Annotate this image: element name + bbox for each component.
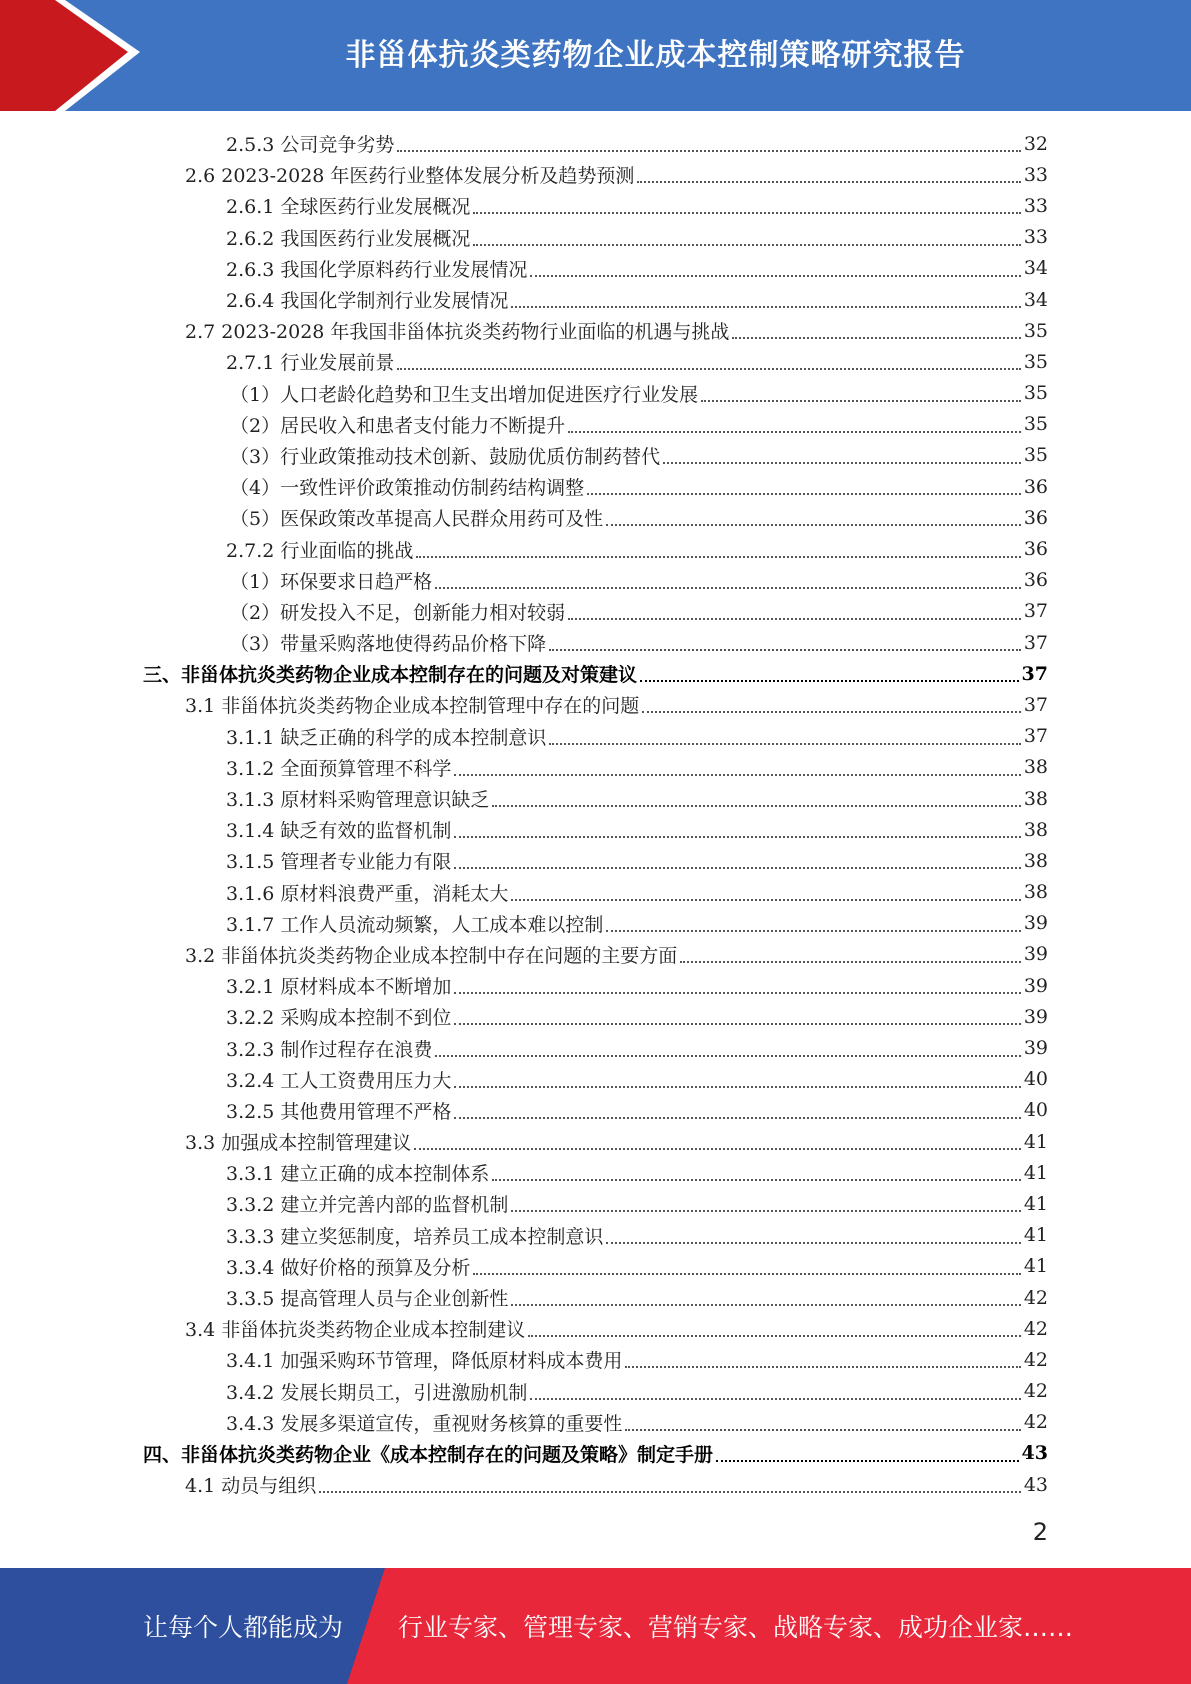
toc-dot-leader bbox=[530, 274, 1020, 277]
toc-dot-leader bbox=[454, 835, 1020, 838]
toc-entry-title: 3.1.3 原材料采购管理意识缺乏 bbox=[226, 789, 490, 812]
toc-entry-page: 35 bbox=[1023, 413, 1048, 436]
page-header bbox=[0, 0, 1191, 111]
toc-dot-leader bbox=[511, 305, 1020, 308]
toc-dot-leader bbox=[319, 1490, 1021, 1493]
toc-entry-page: 38 bbox=[1023, 849, 1048, 872]
toc-entry[interactable] bbox=[0, 533, 1191, 564]
toc-entry-page: 36 bbox=[1023, 506, 1048, 529]
toc-entry-title: 3.4.3 发展多渠道宣传，重视财务核算的重要性 bbox=[226, 1412, 623, 1435]
toc-dot-leader bbox=[606, 1241, 1020, 1244]
page-footer bbox=[0, 1568, 1191, 1684]
toc-dot-leader bbox=[663, 461, 1021, 464]
toc-entry-title: 2.6.3 我国化学原料药行业发展情况 bbox=[226, 258, 528, 281]
toc-entry[interactable] bbox=[0, 253, 1191, 284]
toc-dot-leader bbox=[549, 742, 1020, 745]
toc-dot-leader bbox=[454, 1022, 1020, 1025]
toc-entry-title: 2.7.2 行业面临的挑战 bbox=[226, 539, 414, 562]
toc-entry[interactable] bbox=[0, 1313, 1191, 1344]
toc-entry[interactable] bbox=[0, 1282, 1191, 1313]
toc-entry-page: 33 bbox=[1023, 194, 1048, 217]
toc-entry-title: 3.3.2 建立并完善内部的监督机制 bbox=[226, 1194, 509, 1217]
toc-entry-page: 35 bbox=[1023, 382, 1048, 405]
toc-dot-leader bbox=[640, 679, 1019, 682]
toc-dot-leader bbox=[625, 1365, 1020, 1368]
toc-entry[interactable] bbox=[0, 1001, 1191, 1032]
toc-dot-leader bbox=[454, 1116, 1020, 1119]
toc-entry[interactable] bbox=[0, 627, 1191, 658]
toc-entry-page: 35 bbox=[1023, 444, 1048, 467]
toc-entry-page: 41 bbox=[1023, 1192, 1048, 1215]
chevron-arrow-icon bbox=[0, 0, 160, 111]
toc-entry-title: 2.6.2 我国医药行业发展概况 bbox=[226, 227, 471, 250]
toc-entry-title: 2.6.4 我国化学制剂行业发展情况 bbox=[226, 290, 509, 313]
toc-dot-leader bbox=[492, 1178, 1020, 1181]
toc-dot-leader bbox=[701, 399, 1021, 402]
toc-entry-title: （5）医保政策改革提高人民群众用药可及性 bbox=[230, 508, 604, 531]
toc-entry-page: 36 bbox=[1023, 569, 1048, 592]
toc-entry-title: （2）居民收入和患者支付能力不断提升 bbox=[230, 414, 566, 437]
toc-entry-page: 34 bbox=[1023, 288, 1048, 311]
toc-entry[interactable] bbox=[0, 346, 1191, 377]
toc-entry[interactable] bbox=[0, 658, 1191, 689]
toc-entry-page: 41 bbox=[1023, 1161, 1048, 1184]
toc-entry-title: 3.1.6 原材料浪费严重，消耗太大 bbox=[226, 882, 509, 905]
toc-entry-title: 3.3 加强成本控制管理建议 bbox=[185, 1132, 412, 1155]
toc-entry-title: 2.6.1 全球医药行业发展概况 bbox=[226, 196, 471, 219]
toc-dot-leader bbox=[716, 1459, 1019, 1462]
toc-entry-page: 37 bbox=[1023, 631, 1048, 654]
toc-entry-page: 33 bbox=[1023, 163, 1048, 186]
toc-entry-page: 39 bbox=[1023, 974, 1048, 997]
toc-dot-leader bbox=[606, 523, 1021, 526]
toc-entry[interactable] bbox=[0, 440, 1191, 471]
toc-entry-title: （3）行业政策推动技术创新、鼓励优质仿制药替代 bbox=[230, 445, 661, 468]
toc-entry[interactable] bbox=[0, 502, 1191, 533]
toc-entry[interactable] bbox=[0, 752, 1191, 783]
toc-entry-page: 35 bbox=[1023, 319, 1048, 342]
toc-dot-leader bbox=[454, 866, 1020, 869]
toc-entry-title: 3.3.1 建立正确的成本控制体系 bbox=[226, 1163, 490, 1186]
toc-dot-leader bbox=[511, 1209, 1020, 1212]
toc-entry[interactable] bbox=[0, 222, 1191, 253]
toc-dot-leader bbox=[568, 430, 1021, 433]
toc-entry[interactable] bbox=[0, 471, 1191, 502]
toc-entry[interactable] bbox=[0, 128, 1191, 159]
report-title: 非甾体抗炎类药物企业成本控制策略研究报告 bbox=[345, 38, 966, 73]
toc-dot-leader bbox=[549, 648, 1021, 651]
toc-entry-title: 2.6 2023-2028 年医药行业整体发展分析及趋势预测 bbox=[185, 165, 635, 188]
toc-entry-title: 2.7.1 行业发展前景 bbox=[226, 352, 395, 375]
toc-entry[interactable] bbox=[0, 1438, 1191, 1469]
toc-entry[interactable] bbox=[0, 378, 1191, 409]
toc-dot-leader bbox=[416, 555, 1020, 558]
toc-dot-leader bbox=[587, 492, 1021, 495]
toc-dot-leader bbox=[680, 960, 1021, 963]
toc-entry-page: 43 bbox=[1021, 1442, 1048, 1465]
table-of-contents bbox=[0, 128, 1191, 1500]
toc-entry[interactable] bbox=[0, 284, 1191, 315]
toc-entry-page: 42 bbox=[1023, 1348, 1048, 1371]
toc-entry[interactable] bbox=[0, 1220, 1191, 1251]
toc-entry-page: 42 bbox=[1023, 1411, 1048, 1434]
toc-entry-page: 37 bbox=[1023, 725, 1048, 748]
toc-entry[interactable] bbox=[0, 845, 1191, 876]
toc-entry[interactable] bbox=[0, 1064, 1191, 1095]
toc-entry-page: 41 bbox=[1023, 1224, 1048, 1247]
toc-entry-page: 33 bbox=[1023, 226, 1048, 249]
toc-entry-title: 3.4 非甾体抗炎类药物企业成本控制建议 bbox=[185, 1319, 526, 1342]
toc-entry-page: 39 bbox=[1023, 943, 1048, 966]
toc-entry[interactable] bbox=[0, 1095, 1191, 1126]
toc-entry-page: 32 bbox=[1023, 132, 1048, 155]
toc-entry-title: 3.2.1 原材料成本不断增加 bbox=[226, 976, 452, 999]
toc-entry[interactable] bbox=[0, 1251, 1191, 1282]
toc-entry-title: 3.1.1 缺乏正确的科学的成本控制意识 bbox=[226, 726, 547, 749]
toc-dot-leader bbox=[606, 929, 1020, 932]
toc-dot-leader bbox=[492, 804, 1020, 807]
toc-entry-page: 35 bbox=[1023, 350, 1048, 373]
toc-entry-page: 42 bbox=[1023, 1286, 1048, 1309]
toc-entry-page: 37 bbox=[1021, 662, 1048, 685]
toc-entry[interactable] bbox=[0, 596, 1191, 627]
toc-entry-title: 3.1.4 缺乏有效的监督机制 bbox=[226, 820, 452, 843]
toc-dot-leader bbox=[473, 1272, 1020, 1275]
toc-dot-leader bbox=[568, 617, 1021, 620]
toc-entry-page: 39 bbox=[1023, 912, 1048, 935]
toc-dot-leader bbox=[732, 336, 1020, 339]
footer-slogan-right: 行业专家、管理专家、营销专家、战略专家、成功企业家…… bbox=[398, 1613, 1074, 1642]
toc-entry[interactable] bbox=[0, 1188, 1191, 1219]
toc-entry-page: 39 bbox=[1023, 1005, 1048, 1028]
toc-entry-title: 3.3.4 做好价格的预算及分析 bbox=[226, 1256, 471, 1279]
toc-entry[interactable] bbox=[0, 939, 1191, 970]
toc-entry-title: 三、非甾体抗炎类药物企业成本控制存在的问题及对策建议 bbox=[143, 664, 638, 687]
toc-dot-leader bbox=[435, 1054, 1020, 1057]
footer-slogan-left: 让每个人都能成为 bbox=[143, 1613, 344, 1642]
toc-dot-leader bbox=[397, 149, 1020, 152]
toc-entry[interactable] bbox=[0, 783, 1191, 814]
toc-entry-page: 39 bbox=[1023, 1037, 1048, 1060]
toc-entry-page: 38 bbox=[1023, 881, 1048, 904]
toc-entry-title: 3.2.3 制作过程存在浪费 bbox=[226, 1038, 433, 1061]
toc-entry-title: （2）研发投入不足，创新能力相对较弱 bbox=[230, 601, 566, 624]
toc-entry-page: 37 bbox=[1023, 600, 1048, 623]
toc-entry-page: 40 bbox=[1023, 1068, 1048, 1091]
toc-entry-page: 43 bbox=[1023, 1473, 1048, 1496]
toc-entry-title: （1）环保要求日趋严格 bbox=[230, 570, 433, 593]
toc-dot-leader bbox=[473, 211, 1020, 214]
toc-entry-title: 2.7 2023-2028 年我国非甾体抗炎类药物行业面临的机遇与挑战 bbox=[185, 321, 730, 344]
toc-entry[interactable] bbox=[0, 1469, 1191, 1500]
toc-entry-page: 41 bbox=[1023, 1130, 1048, 1153]
toc-dot-leader bbox=[454, 991, 1020, 994]
toc-entry[interactable] bbox=[0, 1407, 1191, 1438]
toc-entry[interactable] bbox=[0, 190, 1191, 221]
toc-entry-title: （4）一致性评价政策推动仿制药结构调整 bbox=[230, 477, 585, 500]
toc-entry[interactable] bbox=[0, 689, 1191, 720]
toc-entry-title: 3.2 非甾体抗炎类药物企业成本控制中存在问题的主要方面 bbox=[185, 944, 678, 967]
toc-entry-title: 3.3.5 提高管理人员与企业创新性 bbox=[226, 1288, 509, 1311]
toc-entry-title: 4.1 动员与组织 bbox=[185, 1475, 317, 1498]
toc-entry-page: 36 bbox=[1023, 538, 1048, 561]
toc-dot-leader bbox=[397, 367, 1020, 370]
toc-dot-leader bbox=[642, 710, 1021, 713]
toc-entry[interactable] bbox=[0, 159, 1191, 190]
toc-entry-title: （3）带量采购落地使得药品价格下降 bbox=[230, 633, 547, 656]
toc-dot-leader bbox=[473, 243, 1020, 246]
toc-entry-page: 42 bbox=[1023, 1317, 1048, 1340]
toc-entry-title: 3.2.4 工人工资费用压力大 bbox=[226, 1069, 452, 1092]
toc-dot-leader bbox=[454, 1085, 1020, 1088]
toc-entry-title: 3.2.5 其他费用管理不严格 bbox=[226, 1100, 452, 1123]
toc-entry-page: 36 bbox=[1023, 475, 1048, 498]
toc-entry[interactable] bbox=[0, 908, 1191, 939]
toc-entry-title: 3.1.2 全面预算管理不科学 bbox=[226, 757, 452, 780]
toc-entry-title: 3.2.2 采购成本控制不到位 bbox=[226, 1007, 452, 1030]
toc-entry[interactable] bbox=[0, 1376, 1191, 1407]
toc-entry[interactable] bbox=[0, 1126, 1191, 1157]
toc-dot-leader bbox=[637, 180, 1020, 183]
toc-entry-page: 38 bbox=[1023, 787, 1048, 810]
toc-entry-title: 3.3.3 建立奖惩制度，培养员工成本控制意识 bbox=[226, 1225, 604, 1248]
toc-entry[interactable] bbox=[0, 877, 1191, 908]
page-number: 2 bbox=[1032, 1518, 1048, 1546]
toc-entry-title: 四、非甾体抗炎类药物企业《成本控制存在的问题及策略》制定手册 bbox=[143, 1443, 714, 1466]
toc-entry[interactable] bbox=[0, 409, 1191, 440]
toc-entry-page: 38 bbox=[1023, 818, 1048, 841]
toc-entry-title: 3.1 非甾体抗炎类药物企业成本控制管理中存在的问题 bbox=[185, 695, 640, 718]
toc-entry-page: 42 bbox=[1023, 1380, 1048, 1403]
toc-entry[interactable] bbox=[0, 1157, 1191, 1188]
toc-entry[interactable] bbox=[0, 721, 1191, 752]
toc-dot-leader bbox=[530, 1397, 1020, 1400]
toc-entry-page: 40 bbox=[1023, 1099, 1048, 1122]
toc-entry-title: （1）人口老龄化趋势和卫生支出增加促进医疗行业发展 bbox=[230, 383, 699, 406]
toc-entry-page: 41 bbox=[1023, 1255, 1048, 1278]
toc-entry-title: 2.5.3 公司竞争劣势 bbox=[226, 134, 395, 157]
toc-entry[interactable] bbox=[0, 814, 1191, 845]
toc-dot-leader bbox=[435, 586, 1021, 589]
toc-dot-leader bbox=[511, 1303, 1020, 1306]
toc-entry-title: 3.4.2 发展长期员工，引进激励机制 bbox=[226, 1381, 528, 1404]
toc-dot-leader bbox=[414, 1147, 1021, 1150]
toc-entry-title: 3.1.7 工作人员流动频繁，人工成本难以控制 bbox=[226, 913, 604, 936]
toc-entry[interactable] bbox=[0, 1032, 1191, 1063]
toc-dot-leader bbox=[625, 1428, 1020, 1431]
toc-entry-page: 38 bbox=[1023, 756, 1048, 779]
toc-entry[interactable] bbox=[0, 970, 1191, 1001]
toc-entry[interactable] bbox=[0, 1344, 1191, 1375]
toc-dot-leader bbox=[454, 773, 1020, 776]
toc-entry-title: 3.1.5 管理者专业能力有限 bbox=[226, 851, 452, 874]
toc-entry[interactable] bbox=[0, 315, 1191, 346]
toc-entry-page: 34 bbox=[1023, 257, 1048, 280]
toc-entry[interactable] bbox=[0, 565, 1191, 596]
toc-dot-leader bbox=[511, 898, 1020, 901]
toc-dot-leader bbox=[528, 1334, 1021, 1337]
toc-entry-page: 37 bbox=[1023, 693, 1048, 716]
toc-entry-title: 3.4.1 加强采购环节管理，降低原材料成本费用 bbox=[226, 1350, 623, 1373]
